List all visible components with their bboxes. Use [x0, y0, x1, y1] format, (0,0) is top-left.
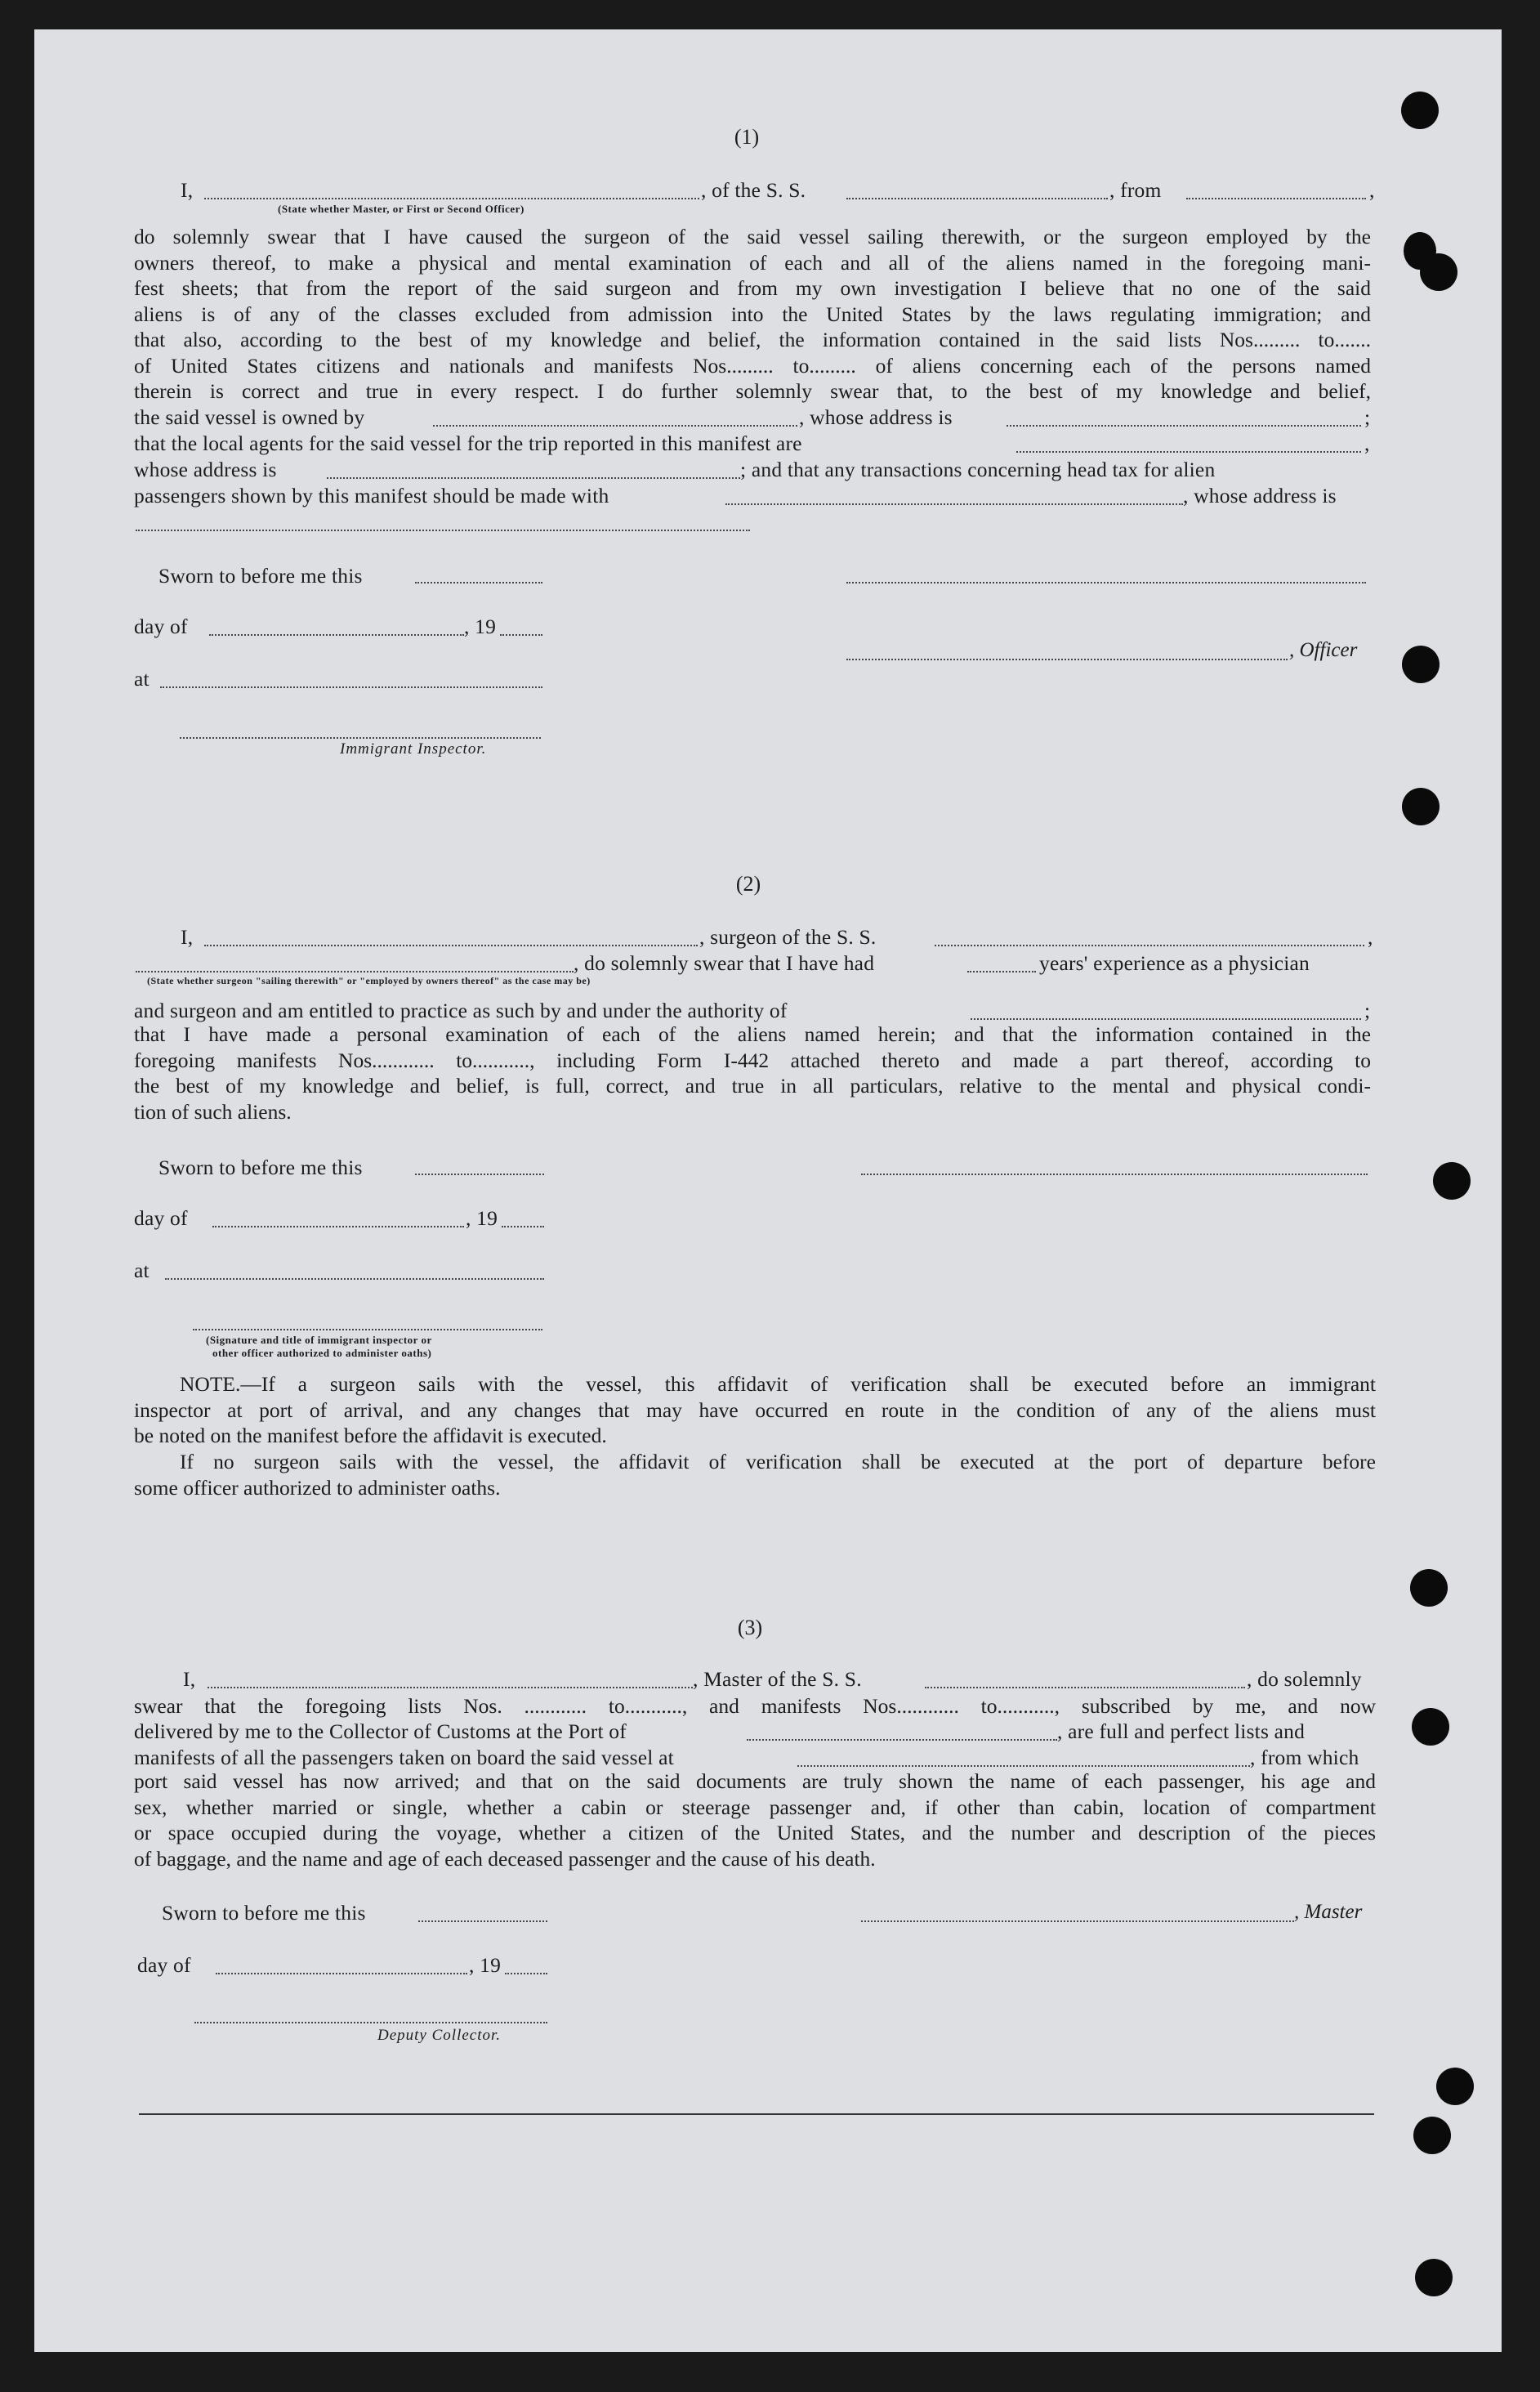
- oath-line: therein is correct and true in every respect. I do further solemnly swear that, to the best of my knowledge and belief,: [134, 379, 1371, 403]
- section-3-heading: (3): [737, 1616, 763, 1639]
- at-label: at: [134, 667, 150, 691]
- whose-address-label-2: whose address is: [134, 458, 277, 481]
- full-perfect-label: , are full and perfect lists and: [1057, 1719, 1306, 1743]
- agents-address-blank[interactable]: [327, 477, 740, 479]
- section-1-heading: (1): [734, 125, 760, 149]
- sworn-label: Sworn to before me this: [162, 1901, 366, 1925]
- sworn-label: Sworn to before me this: [158, 564, 363, 588]
- year-label: , 19: [466, 1206, 498, 1230]
- surgeon-status-blank[interactable]: [136, 971, 574, 972]
- note-paragraph-2: [134, 1449, 1376, 1500]
- master-label: , Master: [1294, 1901, 1363, 1923]
- years-experience-label: years' experience as a physician: [1039, 951, 1310, 975]
- note-line: be noted on the manifest before the affidavit is executed.: [134, 1424, 607, 1447]
- years-blank[interactable]: [967, 971, 1036, 972]
- owner-address-blank[interactable]: [1007, 425, 1361, 427]
- sworn-date-blank[interactable]: [415, 582, 542, 583]
- at-label: at: [134, 1259, 150, 1282]
- oath-line: port said vessel has now arrived; and that on the said documents are truly shown the name of each passenger, his age and: [134, 1769, 1376, 1793]
- surgeon-signature-blank[interactable]: [861, 1174, 1368, 1175]
- passengers-label: passengers shown by this manifest should be made with: [134, 484, 609, 507]
- authority-label: and surgeon and am entitled to practice as such by and under the authority of: [134, 999, 788, 1022]
- master-vessel-blank[interactable]: [925, 1687, 1245, 1688]
- section-1-oath-paragraph: [134, 224, 1371, 405]
- collector-signature-blank[interactable]: [194, 2022, 547, 2023]
- officer-label: , Officer: [1289, 639, 1358, 661]
- day-of-label: day of: [134, 1206, 188, 1230]
- lists-line: [134, 1693, 1376, 1719]
- oath-line: that I have made a personal examination of each of the aliens named herein; and that the information contained in the: [134, 1022, 1371, 1046]
- master-of-label: , Master of the S. S.: [693, 1667, 862, 1691]
- of-ss-label: , of the S. S.: [701, 178, 806, 202]
- officer-signature-top-blank[interactable]: [846, 582, 1366, 583]
- year-label: , 19: [464, 615, 497, 638]
- collector-label: Deputy Collector.: [377, 2027, 502, 2044]
- do-solemnly-label: , do solemnly: [1247, 1667, 1362, 1691]
- surgeon-hint: (State whether surgeon "sailing therewith" or "employed by owners thereof" as the case may be): [147, 975, 591, 986]
- year-blank[interactable]: [505, 1973, 547, 1974]
- oath-line: or space occupied during the voyage, whether a citizen of the United States, and the number and description of the pieces: [134, 1821, 1376, 1844]
- punch-hole: [1436, 2068, 1474, 2105]
- owner-blank[interactable]: [433, 425, 797, 427]
- oath-i: I,: [183, 1667, 196, 1691]
- oath-line: aliens is of any of the classes excluded from admission into the United States by the laws regulating immigration; and: [134, 302, 1371, 326]
- oath-line: owners thereof, to make a physical and mental examination of each and all of the aliens named in the foregoing mani-: [134, 250, 1371, 275]
- whose-address-label-3: , whose address is: [1183, 484, 1337, 507]
- oath-i: I,: [181, 178, 194, 202]
- surgeon-name-blank[interactable]: [204, 945, 698, 946]
- surgeon-of-label: , surgeon of the S. S.: [699, 925, 877, 949]
- comma: ,: [1364, 431, 1370, 455]
- sworn-date-blank[interactable]: [415, 1174, 544, 1175]
- officer-name-blank[interactable]: [204, 198, 699, 199]
- punch-hole: [1433, 1162, 1471, 1200]
- sworn-date-blank[interactable]: [418, 1920, 547, 1922]
- oath-line: foregoing manifests Nos............ to..........., including Form I-442 attached thereto and made a part thereof, according to: [134, 1048, 1371, 1072]
- oath-line: that also, according to the best of my knowledge and belief, the information contained in the said lists Nos......... to.......: [134, 328, 1371, 351]
- day-of-blank[interactable]: [212, 1226, 464, 1227]
- year-label: , 19: [469, 1953, 502, 1977]
- punch-hole: [1410, 1569, 1448, 1607]
- whose-address-label: , whose address is: [799, 405, 953, 429]
- oath-line: do solemnly swear that I have caused the surgeon of the said vessel sailing therewith, or the surgeon employed by the: [134, 225, 1371, 248]
- oath-i: I,: [181, 925, 194, 949]
- day-of-blank[interactable]: [209, 634, 464, 636]
- from-which-label: , from which: [1250, 1746, 1359, 1769]
- inspector-label: Immigrant Inspector.: [340, 740, 487, 758]
- manifests-of-label: manifests of all the passengers taken on board the said vessel at: [134, 1746, 674, 1769]
- day-of-label: day of: [134, 615, 188, 638]
- oath-line: the best of my knowledge and belief, is full, correct, and true in all particulars, relative to the mental and physical condi-: [134, 1074, 1371, 1098]
- head-tax-address-blank[interactable]: [136, 530, 750, 531]
- note-paragraph: [134, 1371, 1376, 1449]
- authority-blank[interactable]: [971, 1018, 1361, 1020]
- inspector-signature-blank[interactable]: [180, 737, 541, 739]
- port-blank[interactable]: [747, 1739, 1057, 1741]
- punch-hole: [1401, 92, 1439, 129]
- punch-hole: [1412, 1708, 1449, 1746]
- punch-hole: [1402, 788, 1440, 825]
- year-blank[interactable]: [502, 1226, 544, 1227]
- local-agents-label: that the local agents for the said vessel for the trip reported in this manifest are: [134, 431, 802, 455]
- from-label: , from: [1109, 178, 1162, 202]
- line-end-comma: ,: [1368, 925, 1373, 949]
- oath-line: of baggage, and the name and age of each deceased passenger and the cause of his death.: [134, 1846, 876, 1871]
- at-place-blank[interactable]: [160, 686, 542, 688]
- do-solemnly-label: , do solemnly swear that I have had: [574, 951, 875, 975]
- section-3-oath-paragraph: [134, 1768, 1376, 1871]
- section-2-oath-paragraph: [134, 1022, 1371, 1124]
- oath-line: fest sheets; that from the report of the said surgeon and from my own investigation I believe that no one of the said: [134, 276, 1371, 300]
- head-tax-label: ; and that any transactions concerning head tax for alien: [740, 458, 1216, 481]
- semicolon: ;: [1364, 405, 1371, 429]
- surgeon-vessel-blank[interactable]: [935, 945, 1364, 946]
- day-of-blank[interactable]: [216, 1973, 467, 1974]
- signature-hint: (Signature and title of immigrant inspector or: [206, 1334, 432, 1346]
- from-port-blank[interactable]: [1186, 198, 1366, 199]
- inspector-signature-blank[interactable]: [193, 1329, 542, 1330]
- delivered-label: delivered by me to the Collector of Customs at the Port of: [134, 1719, 627, 1743]
- officer-signature-blank[interactable]: [846, 659, 1288, 660]
- section-2-heading: (2): [735, 872, 761, 896]
- signature-hint: other officer authorized to administer oaths): [212, 1347, 432, 1359]
- oath-line: tion of such aliens.: [134, 1099, 292, 1124]
- master-name-blank[interactable]: [208, 1687, 693, 1688]
- note-line: inspector at port of arrival, and any changes that may have occurred en route in the condition of any of the aliens must: [134, 1397, 1376, 1422]
- day-of-label: day of: [137, 1953, 191, 1977]
- head-tax-agent-blank[interactable]: [725, 503, 1183, 505]
- vessel-name-blank[interactable]: [846, 198, 1108, 199]
- semicolon: ;: [1364, 999, 1371, 1022]
- year-blank[interactable]: [500, 634, 542, 636]
- oath-line: of United States citizens and nationals and manifests Nos......... to......... of aliens concerning each of the persons named: [134, 353, 1371, 378]
- note-line: some officer authorized to administer oaths.: [134, 1475, 501, 1500]
- line-end-comma: ,: [1369, 178, 1375, 202]
- punch-hole: [1413, 2117, 1451, 2154]
- officer-hint: (State whether Master, or First or Second Officer): [278, 203, 524, 215]
- note-line: If no surgeon sails with the vessel, the affidavit of verification shall be executed at the port of departure before: [180, 1450, 1376, 1473]
- bottom-rule: [139, 2113, 1374, 2115]
- owned-by-label: the said vessel is owned by: [134, 405, 365, 429]
- note-line: NOTE.—If a surgeon sails with the vessel, this affidavit of verification shall be executed before an immigrant: [180, 1372, 1376, 1396]
- at-place-blank[interactable]: [165, 1278, 544, 1280]
- punch-hole: [1420, 253, 1457, 291]
- punch-hole: [1415, 2259, 1453, 2296]
- sworn-label: Sworn to before me this: [158, 1156, 363, 1179]
- oath-line: sex, whether married or single, whether a cabin or steerage passenger and, if other than cabin, location of compartment: [134, 1795, 1376, 1819]
- local-agents-blank[interactable]: [1016, 451, 1361, 453]
- embark-port-blank[interactable]: [797, 1765, 1250, 1767]
- master-signature-blank[interactable]: [861, 1920, 1294, 1922]
- swear-lists-line: swear that the foregoing lists Nos. ............ to..........., and manifests Nos............ to..........., subscribed by me, and now: [134, 1694, 1376, 1718]
- punch-hole: [1402, 646, 1440, 683]
